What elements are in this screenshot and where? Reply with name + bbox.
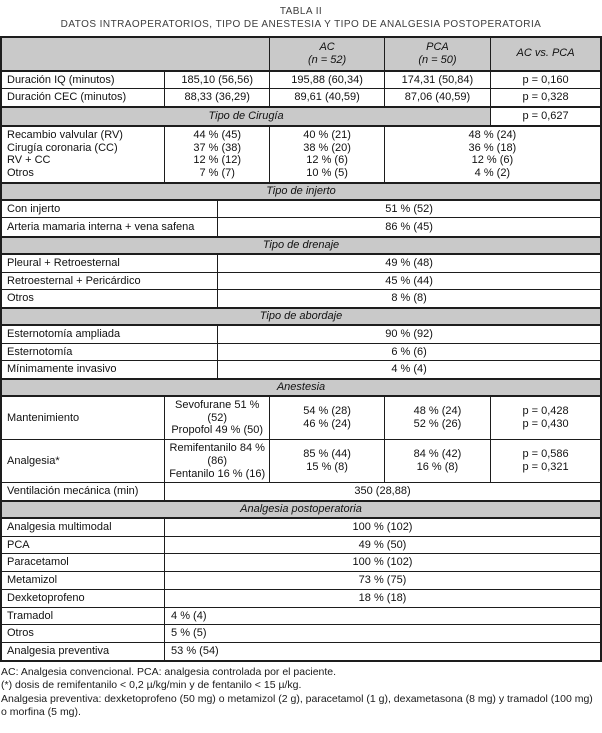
cell-p-value: p = 0,430	[522, 417, 569, 430]
header-ac-line2: (n = 52)	[307, 53, 347, 66]
table-row-cirugia-block	[1, 126, 601, 183]
section-row-postop	[1, 501, 601, 518]
cell-value: 49 % (48)	[218, 254, 601, 272]
row-label: Ventilación mecánica (min)	[1, 483, 165, 501]
section-band-drenaje: Tipo de drenaje	[1, 237, 601, 254]
row-label: Otros	[1, 625, 165, 643]
table-title: TABLA II	[279, 6, 323, 17]
row-label: Analgesia multimodal	[1, 518, 165, 536]
table-row	[1, 536, 601, 554]
table-row	[1, 325, 601, 343]
cell-ac: 195,88 (60,34)	[270, 71, 384, 89]
cell-ac: 46 % (24)	[303, 417, 351, 430]
header-empty-cell	[1, 37, 270, 71]
cell-total: 37 % (38)	[193, 141, 242, 154]
row-label: Otros	[7, 167, 34, 179]
table-row	[1, 290, 601, 308]
cell-value: 45 % (44)	[218, 272, 601, 290]
row-label: PCA	[1, 536, 165, 554]
row-label: Duración CEC (minutos)	[1, 89, 165, 107]
cell-total: 7 % (7)	[199, 167, 235, 179]
cell-pca: 87,06 (40,59)	[384, 89, 490, 107]
cell-value: 8 % (8)	[218, 290, 601, 308]
cell-value: 100 % (102)	[165, 554, 601, 572]
cell-value: 100 % (102)	[165, 518, 601, 536]
cell-value: 350 (28,88)	[165, 483, 601, 501]
cell-p-value: p = 0,627	[491, 107, 601, 126]
table-row	[1, 218, 601, 237]
section-row-anestesia	[1, 379, 601, 396]
section-row-cirugia	[1, 107, 601, 126]
cell-total: Propofol 49 % (50)	[171, 424, 264, 437]
row-label: Dexketoprofeno	[1, 589, 165, 607]
cell-total-group	[165, 126, 270, 183]
table-row	[1, 254, 601, 272]
table-row	[1, 361, 601, 379]
table-row-duracion-iq	[1, 71, 601, 89]
cell-pca-group	[384, 440, 490, 483]
cell-p-value: p = 0,321	[522, 461, 569, 474]
row-label: Metamizol	[1, 572, 165, 590]
row-label: Esternotomía ampliada	[1, 325, 218, 343]
cell-ac: 15 % (8)	[306, 461, 348, 474]
section-band-injerto: Tipo de injerto	[1, 183, 601, 200]
cell-value: 49 % (50)	[165, 536, 601, 554]
cell-pca: 52 % (26)	[413, 417, 462, 430]
cell-p-value: p = 0,428	[522, 405, 569, 418]
cell-ac: 54 % (28)	[303, 405, 351, 418]
table-subtitle: DATOS INTRAOPERATORIOS, TIPO DE ANESTESIA Y TIPO DE ANALGESIA POSTOPERATORIA	[60, 18, 542, 30]
row-label: Mínimamente invasivo	[1, 361, 218, 379]
table-row	[1, 554, 601, 572]
cell-total: 185,10 (56,56)	[165, 71, 270, 89]
table-row-ventilacion	[1, 483, 601, 501]
cell-p-value: p = 0,586	[522, 448, 569, 461]
row-label: RV + CC	[7, 154, 51, 167]
cell-pca: 36 % (18)	[468, 141, 517, 154]
cell-pca-vs-group	[384, 126, 601, 183]
cell-ac: 12 % (6)	[306, 154, 348, 167]
row-label: Pleural + Retroesternal	[1, 254, 218, 272]
cell-pca-group	[384, 396, 490, 440]
header-ac-line1: AC	[319, 41, 335, 53]
row-label: Retroesternal + Pericárdico	[1, 272, 218, 290]
table-row	[1, 625, 601, 643]
cell-value: 4 % (4)	[218, 361, 601, 379]
header-pca-cell	[384, 37, 490, 71]
table-row-mantenimiento	[1, 396, 601, 440]
cell-total: Sevofurane 51 % (52)	[175, 398, 260, 424]
cell-pca: 48 % (24)	[468, 128, 517, 141]
cell-p-group	[491, 440, 601, 483]
table-row	[1, 643, 601, 661]
section-band-anestesia: Anestesia	[1, 379, 601, 396]
header-ac-cell	[270, 37, 384, 71]
table-row	[1, 572, 601, 590]
cell-total: (86)	[207, 454, 227, 467]
row-label: Duración IQ (minutos)	[1, 71, 165, 89]
cell-value: 18 % (18)	[165, 589, 601, 607]
cell-total: 44 % (45)	[193, 128, 242, 141]
cell-value: 6 % (6)	[218, 343, 601, 361]
cell-pca: 84 % (42)	[413, 448, 462, 461]
section-band-cirugia: Tipo de Cirugía	[1, 107, 491, 126]
section-row-injerto	[1, 183, 601, 200]
header-vs-cell: AC vs. PCA	[491, 37, 601, 71]
row-label: Mantenimiento	[1, 396, 165, 440]
row-label: Paracetamol	[1, 554, 165, 572]
cell-pca: 12 % (6)	[471, 154, 514, 167]
table-row	[1, 607, 601, 625]
row-label: Esternotomía	[1, 343, 218, 361]
section-band-abordaje: Tipo de abordaje	[1, 308, 601, 325]
cell-p-group	[491, 396, 601, 440]
cell-ac-group	[270, 396, 384, 440]
cell-total: 88,33 (36,29)	[165, 89, 270, 107]
section-row-abordaje	[1, 308, 601, 325]
cell-pca: 48 % (24)	[413, 405, 462, 418]
row-label: Con injerto	[1, 200, 218, 218]
cell-total-group	[165, 396, 270, 440]
cell-total: Fentanilo 16 % (16)	[169, 467, 266, 480]
cell-ac: 40 % (21)	[303, 128, 351, 141]
cell-ac: 10 % (5)	[306, 167, 348, 179]
cell-value: 53 % (54)	[165, 643, 601, 661]
cell-value: 51 % (52)	[218, 200, 601, 218]
cell-pca: 174,31 (50,84)	[384, 71, 490, 89]
row-label: Otros	[1, 290, 218, 308]
row-label-group	[1, 126, 165, 183]
row-label: Analgesia preventiva	[1, 643, 165, 661]
header-pca-line2: (n = 50)	[418, 53, 457, 66]
header-pca-line1: PCA	[426, 41, 449, 53]
cell-pca: 4 % (2)	[474, 167, 511, 179]
table-row-duracion-cec	[1, 89, 601, 107]
cell-p-value: p = 0,160	[491, 71, 601, 89]
cell-ac-group	[270, 126, 384, 183]
cell-value: 86 % (45)	[218, 218, 601, 237]
cell-value: 5 % (5)	[165, 625, 601, 643]
row-label: Arteria mamaria interna + vena safena	[1, 218, 218, 237]
cell-ac: 38 % (20)	[303, 141, 351, 154]
footnote-preventive: Analgesia preventiva: dexketoprofeno (50 mg) o metamizol (2 g), paracetamol (1 g), dexametasona (8 mg) y tramadol (100 mg) o morfina (5 mg).	[1, 692, 593, 719]
row-label: Cirugía coronaria (CC)	[7, 141, 118, 154]
section-band-postop: Analgesia postoperatoria	[1, 501, 601, 518]
footnotes	[0, 666, 602, 720]
table-row	[1, 518, 601, 536]
cell-value: 4 % (4)	[165, 607, 601, 625]
row-label: Recambio valvular (RV)	[7, 128, 123, 141]
cell-total-group	[165, 440, 270, 483]
header-row	[1, 37, 601, 71]
cell-total: Remifentanilo 84 %	[169, 442, 265, 454]
table-row	[1, 272, 601, 290]
cell-ac-group	[270, 440, 384, 483]
table-row	[1, 589, 601, 607]
footnote-doses: (*) dosis de remifentanilo < 0,2 µ/kg/min y de fentanilo < 15 µ/kg.	[1, 679, 302, 692]
table-row	[1, 343, 601, 361]
row-label: Analgesia*	[1, 440, 165, 483]
section-row-drenaje	[1, 237, 601, 254]
cell-value: 73 % (75)	[165, 572, 601, 590]
table-row-analgesia	[1, 440, 601, 483]
table-row	[1, 200, 601, 218]
cell-ac: 89,61 (40,59)	[270, 89, 384, 107]
cell-total: 12 % (12)	[193, 154, 242, 167]
data-table	[0, 36, 602, 662]
cell-p-value: p = 0,328	[491, 89, 601, 107]
cell-ac: 85 % (44)	[303, 448, 351, 461]
row-label: Tramadol	[1, 607, 165, 625]
footnote-abbreviations: AC: Analgesia convencional. PCA: analgesia controlada por el paciente.	[1, 665, 337, 678]
cell-pca: 16 % (8)	[416, 461, 459, 474]
cell-value: 90 % (92)	[218, 325, 601, 343]
